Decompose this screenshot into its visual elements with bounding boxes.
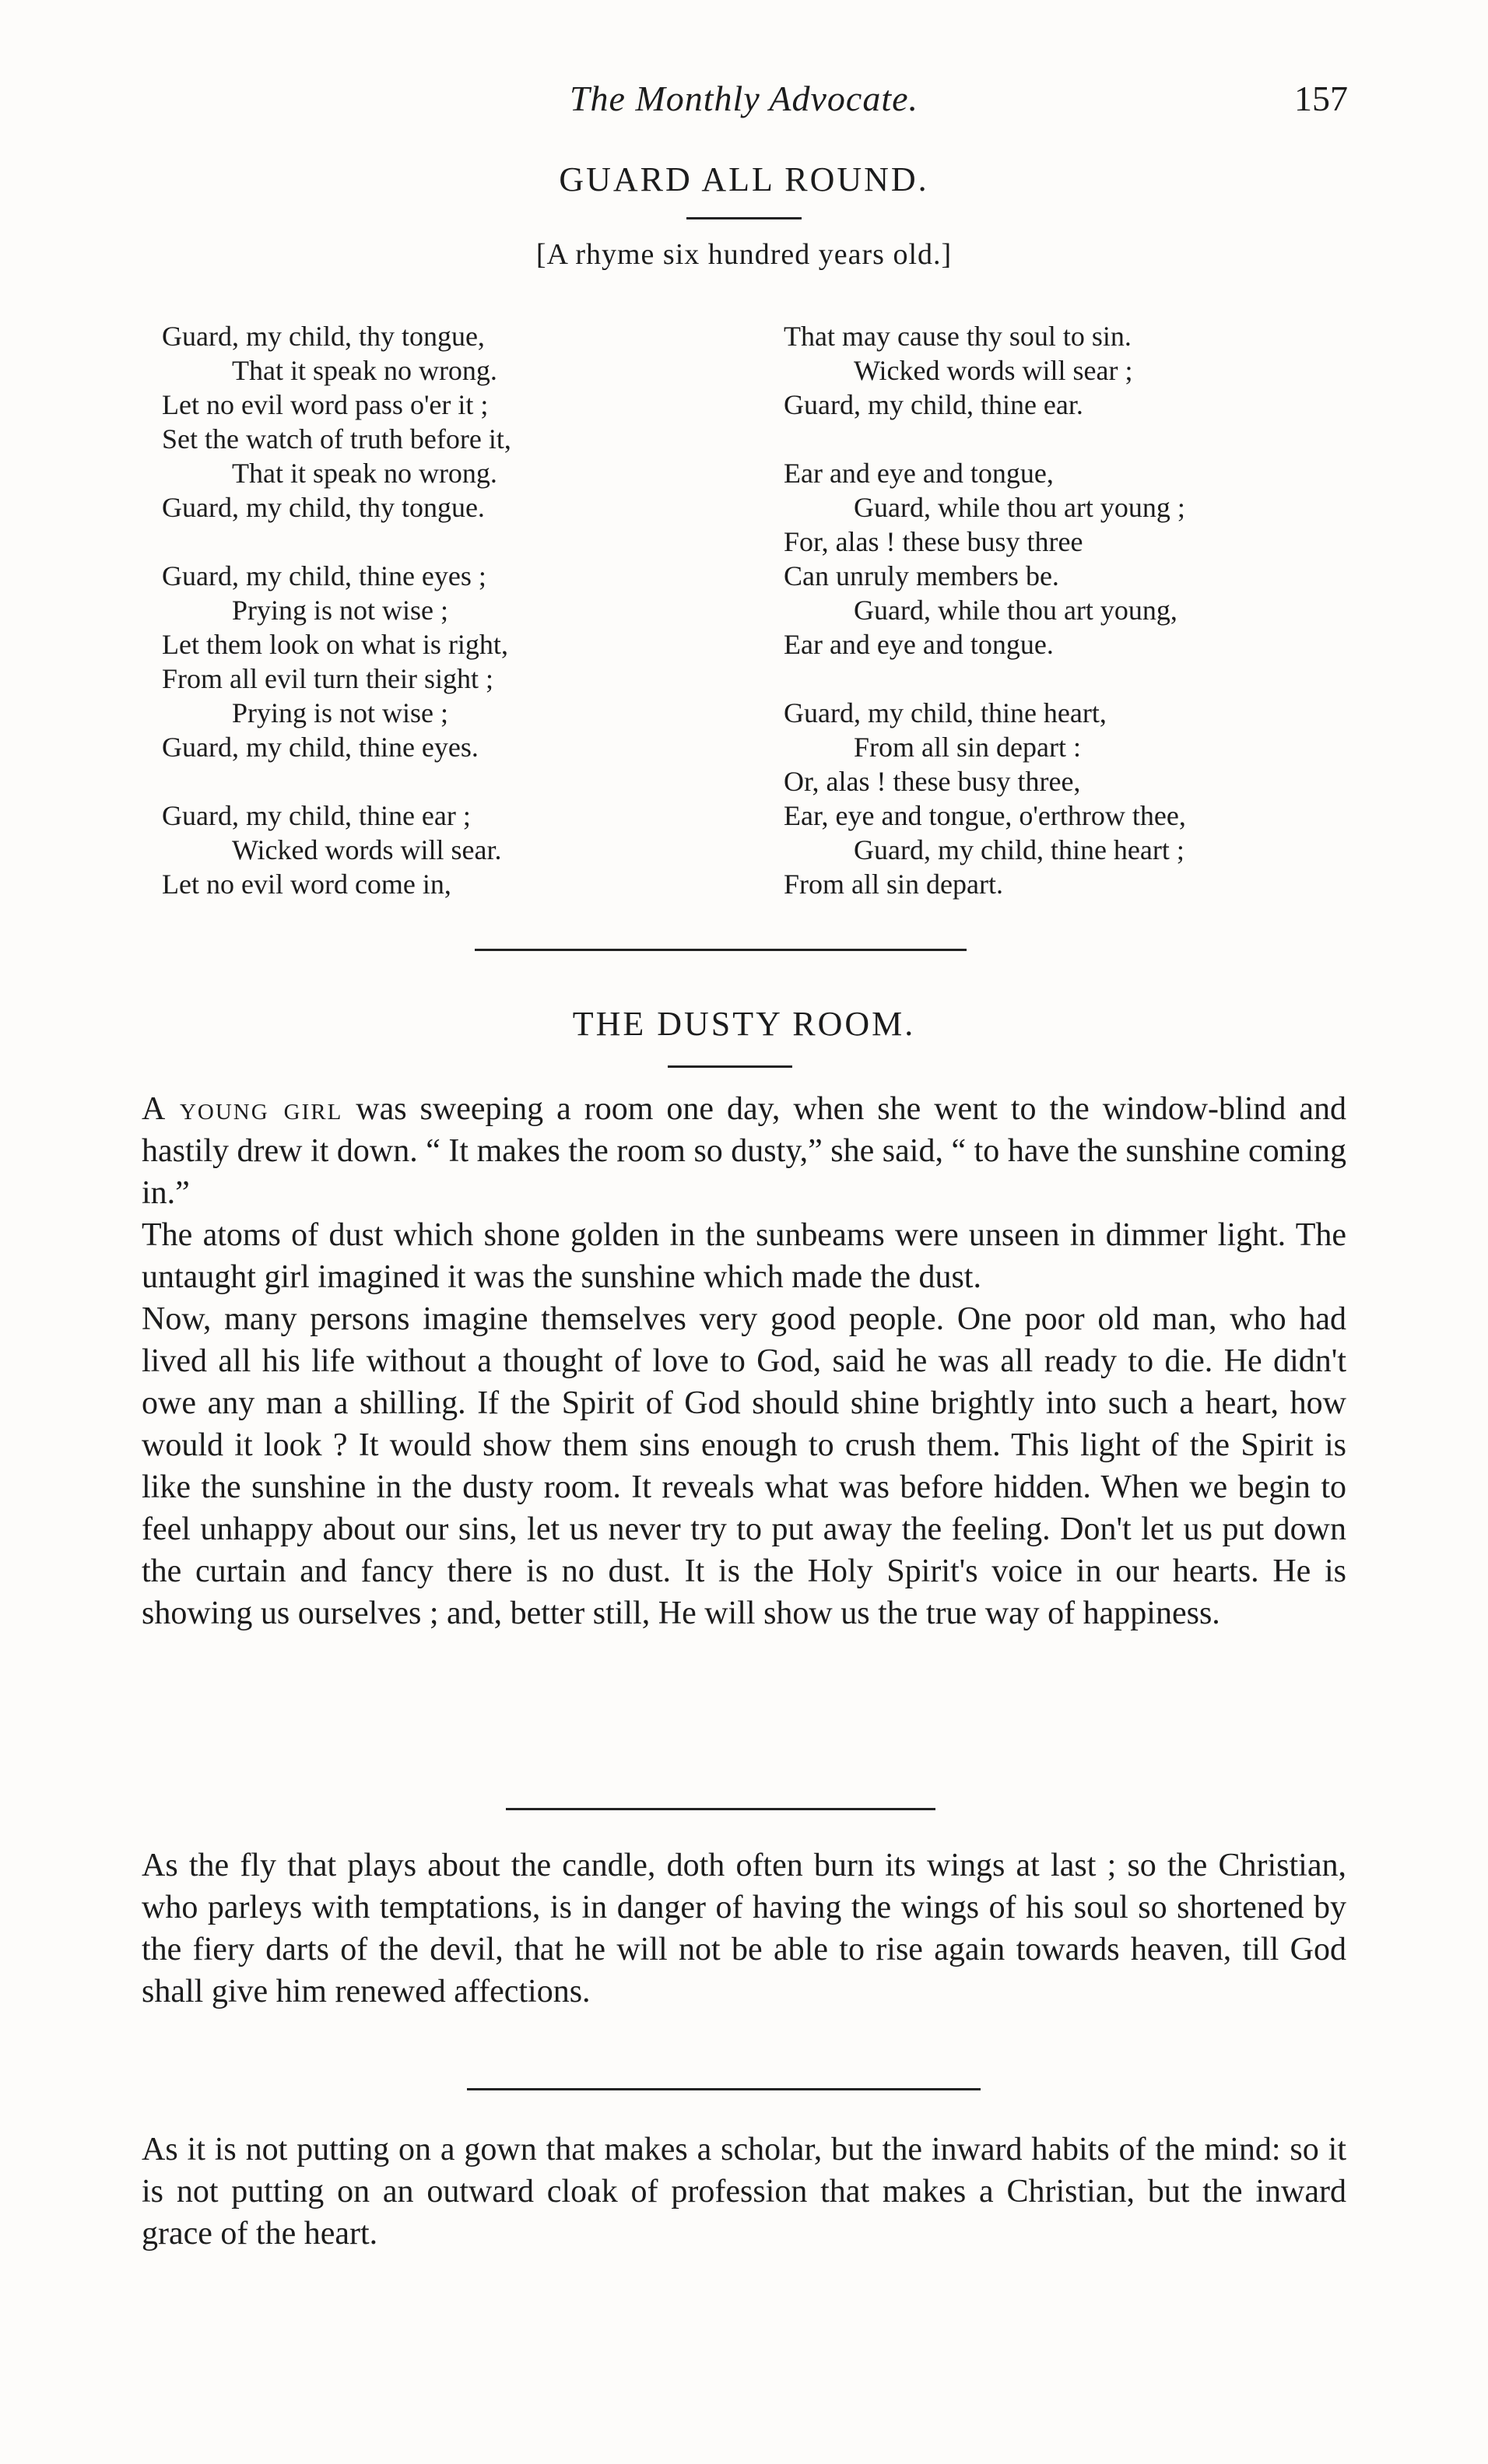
poem-line: Guard, my child, thine ear ; [162, 800, 471, 831]
title-rule [686, 217, 802, 219]
page-header [0, 78, 1488, 132]
poem-line: Ear and eye and tongue, [784, 458, 1054, 489]
poem-line: Guard, my child, thy tongue. [162, 492, 485, 523]
article-body [142, 1088, 1346, 1634]
poem-line: Guard, my child, thine ear. [784, 389, 1083, 420]
poem-line: That may cause thy soul to sin. [784, 321, 1132, 352]
poem-line: Guard, my child, thine eyes ; [162, 560, 486, 591]
poem-line: Set the watch of truth before it, [162, 423, 511, 455]
article-title-rule [668, 1065, 792, 1068]
article-paragraph [142, 1088, 1346, 1214]
poem-line: Let them look on what is right, [162, 629, 508, 660]
poem-stanza [784, 319, 1186, 422]
poem-line: That it speak no wrong. [232, 355, 497, 386]
fragment-gown [142, 2129, 1346, 2255]
poem-line: From all evil turn their sight ; [162, 663, 493, 694]
poem-stanza [784, 456, 1186, 662]
paragraph-text: was sweeping a room one day, when she went to the window-blind and hastily drew it down. “ It makes the room so dusty,” she said, “ to have the sunshine coming in.” [142, 1091, 1346, 1211]
page-number: 157 [1294, 79, 1348, 118]
journal-title: The Monthly Advocate. [569, 79, 919, 118]
poem-line: Guard, my child, thine heart ; [854, 834, 1184, 865]
poem-line: Wicked words will sear. [232, 834, 502, 865]
poem-line: Can unruly members be. [784, 560, 1059, 591]
poem-line: Ear, eye and tongue, o'erthrow thee, [784, 800, 1186, 831]
poem-line: Guard, my child, thy tongue, [162, 321, 485, 352]
article-title: THE DUSTY ROOM. [572, 1005, 916, 1043]
poem-line: That it speak no wrong. [232, 458, 497, 489]
poem-line: Ear and eye and tongue. [784, 629, 1054, 660]
poem-line: Guard, while thou art young ; [854, 492, 1185, 523]
poem-stanza [162, 799, 511, 901]
poem-line: Let no evil word come in, [162, 869, 451, 900]
poem-stanza [162, 319, 511, 525]
poem-right-column [784, 319, 1186, 935]
poem-line: For, alas ! these busy three [784, 526, 1083, 557]
poem-line: From all sin depart : [854, 732, 1081, 763]
poem-stanza [784, 696, 1186, 901]
poem-stanza [162, 559, 511, 764]
poem-line: Prying is not wise ; [232, 697, 449, 728]
poem-subtitle: [A rhyme six hundred years old.] [535, 238, 953, 271]
poem-line: Prying is not wise ; [232, 595, 449, 626]
poem-line: Guard, while thou art young, [854, 595, 1177, 626]
article-paragraph: The atoms of dust which shone golden in the sunbeams were unseen in dimmer light. The untaught girl imagined it was the sunshine which made the dust. [142, 1217, 1346, 1295]
article-paragraph: Now, many persons imagine themselves very good people. One poor old man, who had lived all his life without a thought of love to God, said he was all ready to die. He didn't owe any man a shilling. If the Spirit of God should shine brightly into such a heart, how would it look ? It would show them sins enough to crush them. This light of the Spirit is like the sunshine in the dusty room. It reveals what was before hidden. When we begin to feel unhappy about our sins, let us never try to put away the feeling. Don't let us put down the curtain and fancy there is no dust. It is the Holy Spirit's voice in our hearts. He is showing us ourselves ; and, better still, He will show us the true way of happiness. [142, 1301, 1346, 1631]
poem-left-column [162, 319, 511, 935]
fragment-paragraph: As the fly that plays about the candle, doth often burn its wings at last ; so the Christian, who parleys with temptations, is in danger of having the wings of his soul so shortened by the fiery darts of the devil, that he will not be able to rise again towards heaven, till God shall give him renewed affections. [142, 1848, 1346, 2009]
section-divider [506, 1808, 935, 1810]
poem-title: GUARD ALL ROUND. [559, 160, 929, 198]
paragraph-lead: A young girl [142, 1091, 343, 1127]
poem-line: Guard, my child, thine heart, [784, 697, 1107, 728]
fragment-paragraph: As it is not putting on a gown that makes a scholar, but the inward habits of the mind: so it is not putting on an outward cloak of profession that makes a Christian, but the inward grace of the heart. [142, 2132, 1346, 2252]
poem-line: Or, alas ! these busy three, [784, 766, 1081, 797]
poem-line: Wicked words will sear ; [854, 355, 1133, 386]
poem-line: Guard, my child, thine eyes. [162, 732, 479, 763]
poem-line: From all sin depart. [784, 869, 1003, 900]
section-divider [467, 2088, 981, 2090]
section-divider [475, 949, 967, 951]
fragment-candle [142, 1844, 1346, 2013]
poem-line: Let no evil word pass o'er it ; [162, 389, 489, 420]
